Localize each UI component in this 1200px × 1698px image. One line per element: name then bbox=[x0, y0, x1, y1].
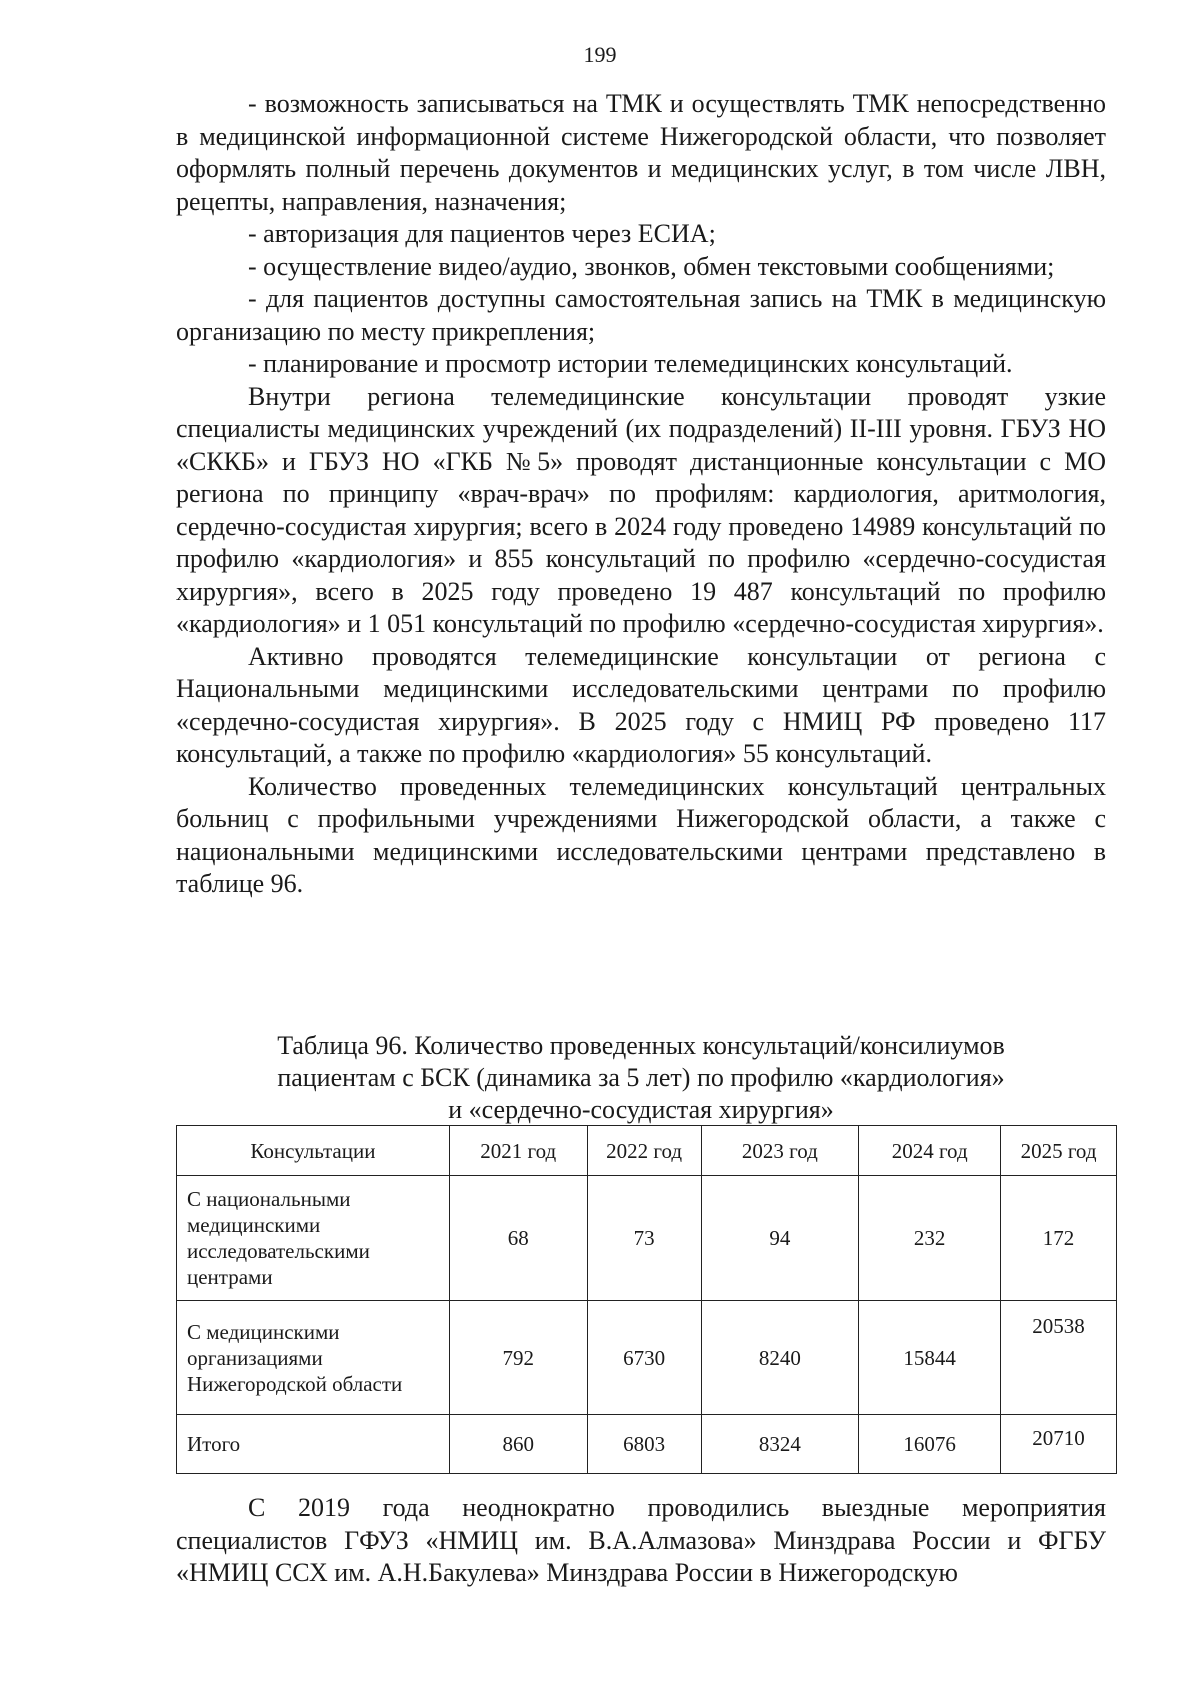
consultations-table bbox=[176, 1125, 1117, 1474]
header-cell: 2025 год bbox=[1001, 1126, 1117, 1176]
paragraph: - возможность записываться на ТМК и осуществлять ТМК непосредственно в медицинской информационной системе Нижегородской области, что позволяет оформлять полный перечень документов и медицинских услуг, в том числе ЛВН, рецепты, направления, назначения; bbox=[176, 89, 1106, 216]
row-label: Итого bbox=[177, 1415, 450, 1474]
caption-line: пациентам с БСК (динамика за 5 лет) по профилю «кардиология» bbox=[277, 1063, 1005, 1092]
paragraph: - авторизация для пациентов через ЕСИА; bbox=[248, 219, 716, 248]
paragraph: Количество проведенных телемедицинских консультаций центральных больниц с профильными учреждениями Нижегородской области, а также с национальными медицинскими исследовательскими центрами представлено в таблице 96. bbox=[176, 771, 1106, 898]
table-cell: 792 bbox=[449, 1301, 587, 1415]
header-cell: 2021 год bbox=[449, 1126, 587, 1176]
closing-text bbox=[176, 1492, 1106, 1590]
table-row bbox=[177, 1415, 1117, 1474]
header-cell: 2024 год bbox=[859, 1126, 1001, 1176]
paragraph: - осуществление видео/аудио, звонков, обмен текстовыми сообщениями; bbox=[248, 251, 1055, 281]
paragraph: - для пациентов доступны самостоятельная запись на ТМК в медицинскую организацию по месту прикрепления; bbox=[176, 284, 1106, 346]
page-number: 199 bbox=[583, 42, 617, 67]
table-cell: 20538 bbox=[1001, 1301, 1117, 1415]
caption-line: и «сердечно-сосудистая хирургия» bbox=[448, 1095, 834, 1124]
table-cell: 8324 bbox=[701, 1415, 859, 1474]
paragraph: Внутри региона телемедицинские консультации проводят узкие специалисты медицинских учреждений (их подразделений) II-III уровня. ГБУЗ НО «СККБ» и ГБУЗ НО «ГКБ №5» проводят дистанционные консультации с МО региона по принципу «врач-врач» по профилям: кардиология, аритмология, сердечно-сосудистая хирургия; всего в 2024 году проведено 14989 консультаций по профилю «кардиология» и 855 консультаций по профилю «сердечно-сосудистая хирургия», всего в 2025 году проведено 19 487 консультаций по профилю «кардиология» и 1 051 консультаций по профилю «сердечно-сосудистая хирургия». bbox=[176, 381, 1106, 638]
table-cell: 6803 bbox=[587, 1415, 701, 1474]
table-cell: 16076 bbox=[859, 1415, 1001, 1474]
row-label: С национальными медицинскими исследовательскими центрами bbox=[177, 1176, 450, 1301]
table-cell: 232 bbox=[859, 1176, 1001, 1301]
table-cell: 68 bbox=[449, 1176, 587, 1301]
body-text bbox=[176, 88, 1106, 901]
table-cell: 6730 bbox=[587, 1301, 701, 1415]
paragraph: - планирование и просмотр истории телемедицинских консультаций. bbox=[248, 349, 1013, 378]
table-row bbox=[177, 1301, 1117, 1415]
header-cell: Консультации bbox=[177, 1126, 450, 1176]
caption-line: Таблица 96. Количество проведенных консультаций/консилиумов bbox=[277, 1031, 1005, 1060]
table-row bbox=[177, 1176, 1117, 1301]
table-caption bbox=[176, 1030, 1106, 1126]
paragraph: С 2019 года неоднократно проводились выездные мероприятия специалистов ГФУЗ «НМИЦ им. В.А.Алмазова» Минздрава России и ФГБУ «НМИЦ ССХ им. А.Н.Бакулева» Минздрава России в Нижегородскую bbox=[176, 1493, 1106, 1587]
table-cell: 20710 bbox=[1001, 1415, 1117, 1474]
paragraph: Активно проводятся телемедицинские консультации от региона с Национальными медицинскими исследовательскими центрами по профилю «сердечно-сосудистая хирургия». В 2025 году с НМИЦ РФ проведено 117 консультаций, а также по профилю «кардиология» 55 консультаций. bbox=[176, 641, 1106, 768]
table-cell: 8240 bbox=[701, 1301, 859, 1415]
table-cell: 172 bbox=[1001, 1176, 1117, 1301]
table-cell: 73 bbox=[587, 1176, 701, 1301]
table-cell: 860 bbox=[449, 1415, 587, 1474]
header-cell: 2023 год bbox=[701, 1126, 859, 1176]
table-header-row bbox=[177, 1126, 1117, 1176]
row-label: С медицинскими организациями Нижегородской области bbox=[177, 1301, 450, 1415]
table-cell: 94 bbox=[701, 1176, 859, 1301]
table-cell: 15844 bbox=[859, 1301, 1001, 1415]
header-cell: 2022 год bbox=[587, 1126, 701, 1176]
